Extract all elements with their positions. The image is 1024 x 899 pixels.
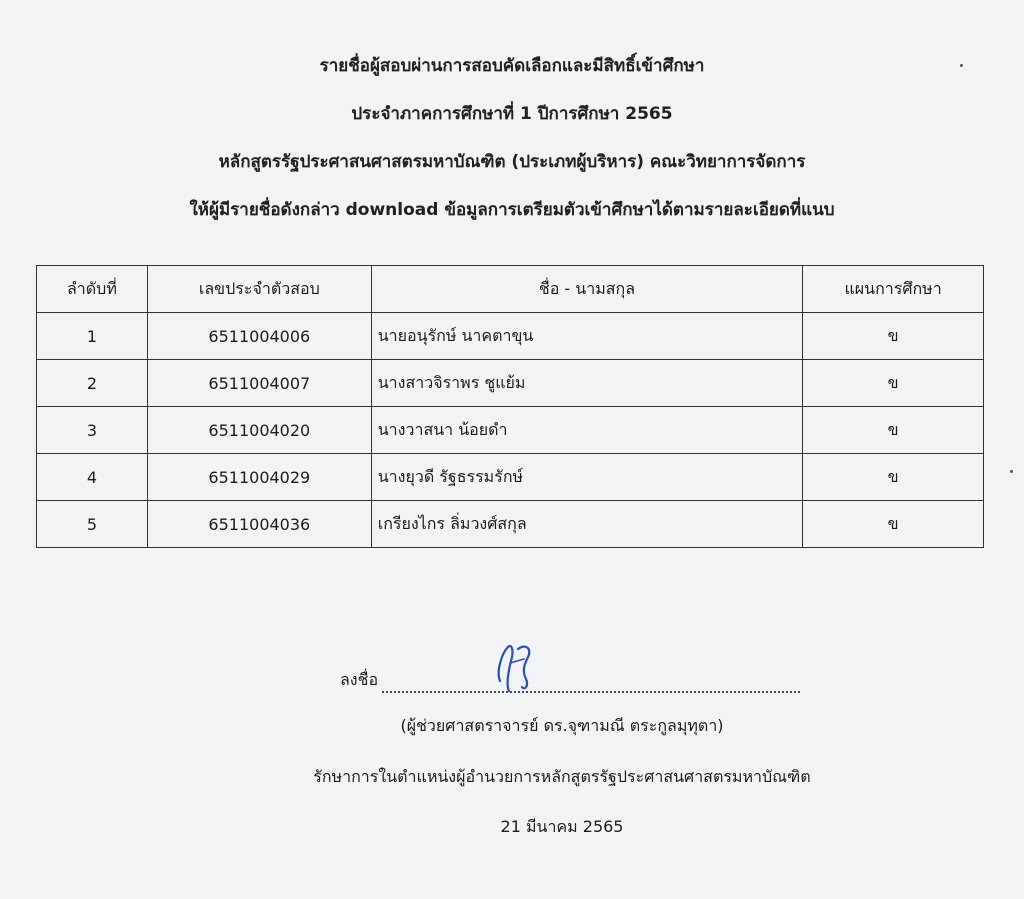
cell-exam-id: 6511004007 xyxy=(147,360,371,407)
col-header-order: ลำดับที่ xyxy=(37,266,148,313)
cell-full-name: นายอนุรักษ์ นาคตาขุน xyxy=(371,313,802,360)
signature-row xyxy=(340,668,800,693)
cell-order: 2 xyxy=(37,360,148,407)
results-table xyxy=(36,265,984,548)
table-row xyxy=(37,313,984,360)
table-row xyxy=(37,360,984,407)
cell-order: 3 xyxy=(37,407,148,454)
document-title: รายชื่อผู้สอบผ่านการสอบคัดเลือกและมีสิทธิ์เข้าศึกษา xyxy=(319,56,705,76)
document-date: 21 มีนาคม 2565 xyxy=(500,817,624,836)
col-header-exam-id: เลขประจำตัวสอบ xyxy=(147,266,371,313)
cell-full-name: นางยุวดี รัฐธรรมรักษ์ xyxy=(371,454,802,501)
cell-study-plan: ข xyxy=(803,501,984,548)
table-header-row xyxy=(37,266,984,313)
col-header-full-name: ชื่อ - นามสกุล xyxy=(371,266,802,313)
table-row xyxy=(37,501,984,548)
signature-line xyxy=(382,675,800,693)
cell-full-name: เกรียงไกร ลิ่มวงศ์สกุล xyxy=(371,501,802,548)
signature-label: ลงชื่อ xyxy=(340,670,379,689)
cell-full-name: นางวาสนา น้อยดำ xyxy=(371,407,802,454)
cell-study-plan: ข xyxy=(803,313,984,360)
scan-speck xyxy=(960,64,963,67)
handwritten-signature xyxy=(492,641,542,693)
cell-study-plan: ข xyxy=(803,360,984,407)
table-row xyxy=(37,407,984,454)
col-header-study-plan: แผนการศึกษา xyxy=(803,266,984,313)
instruction-line: ให้ผู้มีรายชื่อดังกล่าว download ข้อมูลการเตรียมตัวเข้าศึกษาได้ตามรายละเอียดที่แนบ xyxy=(189,200,835,220)
semester-line: ประจำภาคการศึกษาที่ 1 ปีการศึกษา 2565 xyxy=(351,104,673,124)
cell-study-plan: ข xyxy=(803,454,984,501)
cell-exam-id: 6511004006 xyxy=(147,313,371,360)
cell-order: 1 xyxy=(37,313,148,360)
cell-exam-id: 6511004020 xyxy=(147,407,371,454)
table-row xyxy=(37,454,984,501)
cell-order: 4 xyxy=(37,454,148,501)
cell-full-name: นางสาวจิราพร ชูแย้ม xyxy=(371,360,802,407)
cell-exam-id: 6511004029 xyxy=(147,454,371,501)
scan-speck xyxy=(1010,470,1013,473)
cell-order: 5 xyxy=(37,501,148,548)
cell-exam-id: 6511004036 xyxy=(147,501,371,548)
signer-name: (ผู้ช่วยศาสตราจารย์ ดร.จุฑามณี ตระกูลมุทุตา) xyxy=(400,716,724,735)
cell-study-plan: ข xyxy=(803,407,984,454)
program-line: หลักสูตรรัฐประศาสนศาสตรมหาบัณฑิต (ประเภทผู้บริหาร) คณะวิทยาการจัดการ xyxy=(218,152,806,172)
signer-position: รักษาการในตำแหน่งผู้อำนวยการหลักสูตรรัฐประศาสนศาสตรมหาบัณฑิต xyxy=(313,767,811,786)
